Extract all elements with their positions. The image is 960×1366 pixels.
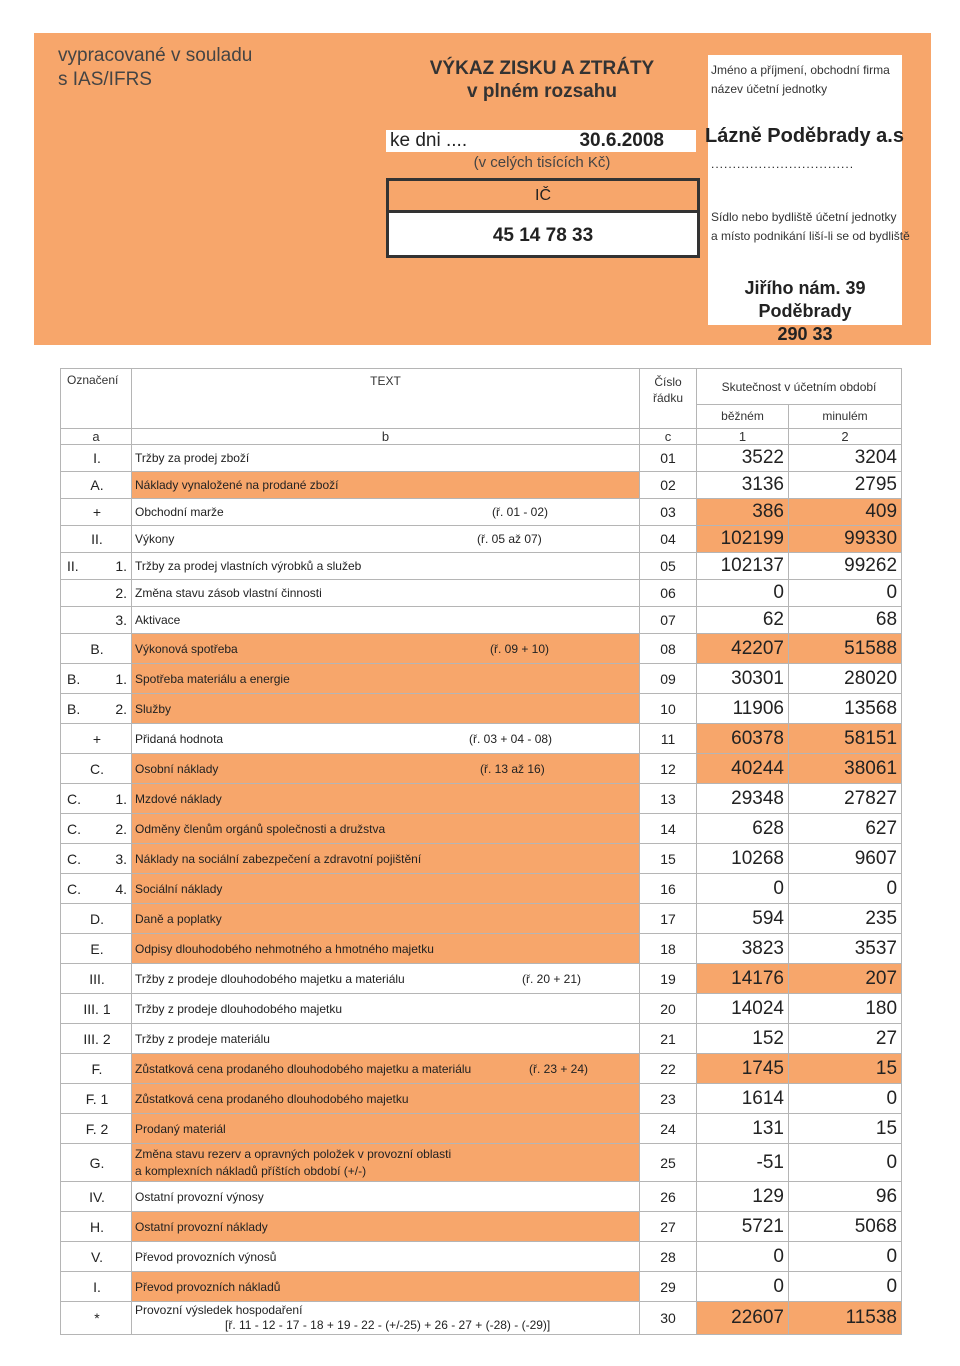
row-text [132,964,640,994]
row-designation [61,1084,132,1114]
previous-period-value: 3537 [789,934,902,964]
table-row [61,964,902,994]
row-designation [61,1024,132,1054]
current-period-value: 29348 [697,784,789,814]
table-row [61,472,902,499]
table-row [61,1144,902,1182]
row-text [132,1212,640,1242]
row-label: Tržby za prodej zboží [135,451,250,465]
row-text [132,1084,640,1114]
previous-period-value: 99262 [789,553,902,580]
row-mark: B. [90,640,104,657]
row-text [132,784,640,814]
row-text [132,874,640,904]
row-text [132,553,640,580]
row-designation [61,994,132,1024]
table-row [61,607,902,634]
row-mark: D. [90,910,104,927]
previous-period-value: 38061 [789,754,902,784]
current-period-value: -51 [697,1144,789,1182]
current-period-value: 42207 [697,634,789,664]
row-designation [61,844,132,874]
previous-period-value: 5068 [789,1212,902,1242]
row-mark: F. [91,1060,103,1077]
previous-period-value: 27827 [789,784,902,814]
row-number: 28 [640,1242,697,1272]
row-text-line-1: Změna stavu rezerv a opravných položek v provozní oblasti [135,1146,452,1161]
table-row [61,526,902,553]
row-mark: I. [93,450,101,466]
header-content [34,33,931,345]
row-mark: A. [90,477,104,493]
table-row [61,724,902,754]
row-designation [61,874,132,904]
row-mark: C. [67,850,81,867]
current-period-value: 3136 [697,472,789,499]
row-number: 20 [640,994,697,1024]
row-text [132,814,640,844]
entity-name: Lázně Poděbrady a.s [705,125,904,147]
row-text [132,499,640,526]
row-mark: E. [90,940,104,957]
previous-period-value: 0 [789,1242,902,1272]
row-designation [61,1182,132,1212]
row-label: Ostatní provozní výnosy [135,1189,264,1204]
table-row [61,754,902,784]
row-label: Zůstatková cena prodaného dlouhodobého majetku [135,1091,409,1106]
row-sub-mark: 3. [115,612,127,628]
row-designation [61,1302,132,1335]
row-number: 07 [640,607,697,634]
address [708,277,902,346]
row-mark: F. 1 [85,1090,109,1107]
row-mark: II. [91,531,103,547]
row-formula: (ř. 09 + 10) [490,641,550,656]
seat-label-1: Sídlo nebo bydliště účetní jednotky [711,210,897,224]
row-designation [61,904,132,934]
row-text [132,1302,640,1335]
previous-period-value: 0 [789,1084,902,1114]
current-period-value: 0 [697,1272,789,1302]
row-number: 17 [640,904,697,934]
current-period-value: 40244 [697,754,789,784]
row-label: Převod provozních nákladů [135,1279,281,1294]
row-text [132,904,640,934]
row-designation [61,553,132,580]
row-text-line-2: a komplexních nákladů příštích období (+/-) [135,1163,367,1178]
row-number: 09 [640,664,697,694]
row-label: Odměny členům orgánů společnosti a družstva [135,821,386,836]
header-col-b: b [132,429,640,445]
previous-period-value: 28020 [789,664,902,694]
table-row [61,553,902,580]
current-period-value: 11906 [697,694,789,724]
row-designation [61,1054,132,1084]
row-number: 15 [640,844,697,874]
row-mark: I. [93,1278,101,1295]
row-text [132,1272,640,1302]
address-line-2: Poděbrady [758,301,852,321]
row-text [132,472,640,499]
row-number: 13 [640,784,697,814]
row-text [132,844,640,874]
row-mark: IV. [89,1188,105,1205]
current-period-value: 628 [697,814,789,844]
current-period-value: 131 [697,1114,789,1144]
row-designation [61,784,132,814]
row-mark: III. 1 [83,1000,111,1017]
row-label: Odpisy dlouhodobého nehmotného a hmotného majetku [135,941,434,956]
table-row [61,634,902,664]
row-mark: C. [67,790,81,807]
row-label: Aktivace [135,613,181,627]
table-row [61,1024,902,1054]
row-formula: (ř. 05 až 07) [477,532,542,546]
row-number: 26 [640,1182,697,1212]
previous-period-value: 9607 [789,844,902,874]
table-row [61,664,902,694]
row-text [132,724,640,754]
previous-period-value: 627 [789,814,902,844]
row-mark: C. [67,880,81,897]
title-line-2: v plném rozsahu [467,81,617,102]
header-designation: Označení [61,369,132,429]
previous-period-value: 0 [789,1272,902,1302]
row-label: Služby [135,701,172,716]
row-label: Tržby z prodeje dlouhodobého majetku [135,1001,343,1016]
previous-period-value: 207 [789,964,902,994]
row-number: 06 [640,580,697,607]
title-line-1: VÝKAZ ZISKU A ZTRÁTY [429,58,655,79]
previous-period-value: 0 [789,874,902,904]
current-period-value: 1614 [697,1084,789,1114]
row-designation [61,580,132,607]
row-text [132,1144,640,1182]
row-text [132,607,640,634]
current-period-value: 594 [697,904,789,934]
row-designation [61,814,132,844]
row-text [132,754,640,784]
row-formula: (ř. 23 + 24) [529,1061,589,1076]
table-row [61,874,902,904]
row-label: Obchodní marže [135,505,224,519]
row-sub-mark: 4. [115,880,127,897]
current-period-value: 0 [697,580,789,607]
current-period-value: 62 [697,607,789,634]
row-formula: (ř. 03 + 04 - 08) [469,731,553,746]
row-text [132,934,640,964]
previous-period-value: 58151 [789,724,902,754]
table-row [61,1114,902,1144]
previous-period-value: 180 [789,994,902,1024]
row-label: Zůstatková cena prodaného dlouhodobého majetku a materiálu [135,1061,472,1076]
row-number: 22 [640,1054,697,1084]
row-text-line-2: [ř. 11 - 12 - 17 - 18 + 19 - 22 - (+/-25) + 26 - 27 + (-28) - (-29)] [225,1318,551,1332]
row-number: 01 [640,445,697,472]
row-designation [61,724,132,754]
table-row [61,1242,902,1272]
row-text [132,580,640,607]
current-period-value: 10268 [697,844,789,874]
previous-period-value: 13568 [789,694,902,724]
row-mark: B. [67,670,81,687]
row-designation [61,607,132,634]
units-note: (v celých tisících Kč) [473,154,611,171]
row-number: 10 [640,694,697,724]
row-number: 03 [640,499,697,526]
current-period-value: 0 [697,874,789,904]
row-number: 16 [640,874,697,904]
row-label: Výkonová spotřeba [135,641,238,656]
row-number: 19 [640,964,697,994]
row-label: Sociální náklady [135,881,223,896]
table-row [61,934,902,964]
row-mark: + [92,730,102,747]
row-text [132,664,640,694]
row-designation [61,964,132,994]
row-number: 04 [640,526,697,553]
row-designation [61,1144,132,1182]
row-formula: (ř. 01 - 02) [492,505,549,519]
current-period-value: 30301 [697,664,789,694]
row-mark: G. [89,1154,105,1171]
row-label: Osobní náklady [135,761,219,776]
income-statement-table [60,368,902,1335]
table-row [61,445,902,472]
row-designation [61,694,132,724]
current-period-value: 102137 [697,553,789,580]
previous-period-value: 3204 [789,445,902,472]
table-row [61,844,902,874]
row-designation [61,1242,132,1272]
row-text [132,1242,640,1272]
table-row [61,814,902,844]
row-number: 02 [640,472,697,499]
row-label: Ostatní provozní náklady [135,1219,268,1234]
previous-period-value: 0 [789,580,902,607]
current-period-value: 14024 [697,994,789,1024]
row-mark: + [92,504,102,520]
row-text [132,526,640,553]
row-sub-mark: 2. [115,820,127,837]
current-period-value: 129 [697,1182,789,1212]
row-designation [61,499,132,526]
entity-label-2: název účetní jednotky [711,82,828,96]
previous-period-value: 27 [789,1024,902,1054]
row-label: Převod provozních výnosů [135,1249,277,1264]
table-row [61,1182,902,1212]
row-mark: III. [89,970,105,987]
previous-period-value: 15 [789,1054,902,1084]
row-sub-mark: 2. [115,585,127,601]
row-text [132,445,640,472]
table-row [61,499,902,526]
row-designation [61,1212,132,1242]
row-mark: III. 2 [83,1030,111,1047]
reporting-date-field [386,130,696,152]
row-text [132,1182,640,1212]
table-row [61,580,902,607]
row-label: Tržby z prodeje materiálu [135,1031,270,1046]
row-mark: H. [90,1218,104,1235]
row-label: Náklady vynaložené na prodané zboží [135,478,339,492]
entity-label-1: Jméno a příjmení, obchodní firma [711,63,890,77]
header-period: Skutečnost v účetním období [697,369,902,405]
row-designation [61,1114,132,1144]
row-designation [61,472,132,499]
header-previous: minulém [789,405,902,429]
row-sub-mark: 2. [115,700,127,717]
row-sub-mark: 1. [115,670,127,687]
row-designation [61,934,132,964]
row-number: 11 [640,724,697,754]
previous-period-value: 409 [789,499,902,526]
previous-period-value: 96 [789,1182,902,1212]
date-value: 30.6.2008 [579,130,664,151]
row-mark: II. [67,558,79,574]
row-mark: V. [91,1248,103,1265]
row-text [132,634,640,664]
ic-value: 45 14 78 33 [492,225,594,246]
row-label: Daně a poplatky [135,911,222,926]
table-row [61,784,902,814]
table-row [61,1084,902,1114]
row-mark: C. [90,760,104,777]
row-number: 18 [640,934,697,964]
ifrs-compliance-note: vypracované v souladu s IAS/IFRS [58,45,253,90]
row-designation [61,754,132,784]
row-text [132,694,640,724]
previous-period-value: 235 [789,904,902,934]
row-mark: * [94,1310,100,1326]
current-period-value: 5721 [697,1212,789,1242]
table-row [61,1272,902,1302]
current-period-value: 3522 [697,445,789,472]
ic-box [386,178,700,258]
row-formula: (ř. 20 + 21) [522,971,582,986]
current-period-value: 0 [697,1242,789,1272]
report-title [386,57,698,103]
previous-period-value: 51588 [789,634,902,664]
header-row-number: Číslo řádku [640,369,697,429]
row-designation [61,634,132,664]
row-mark: F. 2 [85,1120,109,1137]
row-designation [61,1272,132,1302]
current-period-value: 14176 [697,964,789,994]
address-line-3: 290 33 [777,324,833,344]
row-number: 30 [640,1302,697,1335]
row-text-line-1: Provozní výsledek hospodaření [135,1303,303,1317]
current-period-value: 3823 [697,934,789,964]
current-period-value: 102199 [697,526,789,553]
header-current: běžném [697,405,789,429]
row-label: Výkony [135,532,175,546]
previous-period-value: 68 [789,607,902,634]
row-number: 14 [640,814,697,844]
current-period-value: 60378 [697,724,789,754]
row-label: Mzdové náklady [135,791,222,806]
row-sub-mark: 3. [115,850,127,867]
row-label: Tržby za prodej vlastních výrobků a služeb [135,559,362,573]
row-text [132,1024,640,1054]
row-number: 27 [640,1212,697,1242]
row-designation [61,445,132,472]
row-label: Tržby z prodeje dlouhodobého majetku a materiálu [135,971,405,986]
entity-box [705,55,910,344]
entity-dots: ................................. [711,157,855,171]
row-number: 05 [640,553,697,580]
previous-period-value: 15 [789,1114,902,1144]
row-sub-mark: 1. [115,558,127,574]
row-mark: C. [67,820,81,837]
header-col-1: 1 [697,429,789,445]
table-row [61,694,902,724]
table-row [61,1302,902,1335]
table-row [61,1054,902,1084]
header-col-2: 2 [789,429,902,445]
row-number: 24 [640,1114,697,1144]
row-formula: (ř. 13 až 16) [480,761,545,776]
row-label: Náklady na sociální zabezpečení a zdravotní pojištění [135,851,422,866]
row-number: 08 [640,634,697,664]
current-period-value: 386 [697,499,789,526]
row-text [132,1114,640,1144]
current-period-value: 152 [697,1024,789,1054]
previous-period-value: 2795 [789,472,902,499]
row-text [132,994,640,1024]
header-text: TEXT [132,369,640,429]
row-sub-mark: 1. [115,790,127,807]
header-col-c: c [640,429,697,445]
row-mark: B. [67,700,81,717]
row-number: 21 [640,1024,697,1054]
row-number: 25 [640,1144,697,1182]
row-label: Spotřeba materiálu a energie [135,671,290,686]
previous-period-value: 11538 [789,1302,902,1335]
previous-period-value: 0 [789,1144,902,1182]
current-period-value: 22607 [697,1302,789,1335]
row-designation [61,664,132,694]
table-row [61,904,902,934]
row-text [132,1054,640,1084]
row-label: Prodaný materiál [135,1121,226,1136]
date-label: ke dni .... [390,130,468,151]
ic-label: IČ [389,181,697,213]
row-number: 29 [640,1272,697,1302]
previous-period-value: 99330 [789,526,902,553]
table-row [61,994,902,1024]
row-designation [61,526,132,553]
table-row [61,1212,902,1242]
row-label: Přidaná hodnota [135,731,224,746]
row-label: Změna stavu zásob vlastní činnosti [135,586,322,600]
address-line-1: Jiřího nám. 39 [744,278,866,298]
header-col-a: a [61,429,132,445]
seat-label-2: a místo podnikání liší-li se od bydliště [711,229,910,243]
current-period-value: 1745 [697,1054,789,1084]
row-number: 23 [640,1084,697,1114]
row-number: 12 [640,754,697,784]
